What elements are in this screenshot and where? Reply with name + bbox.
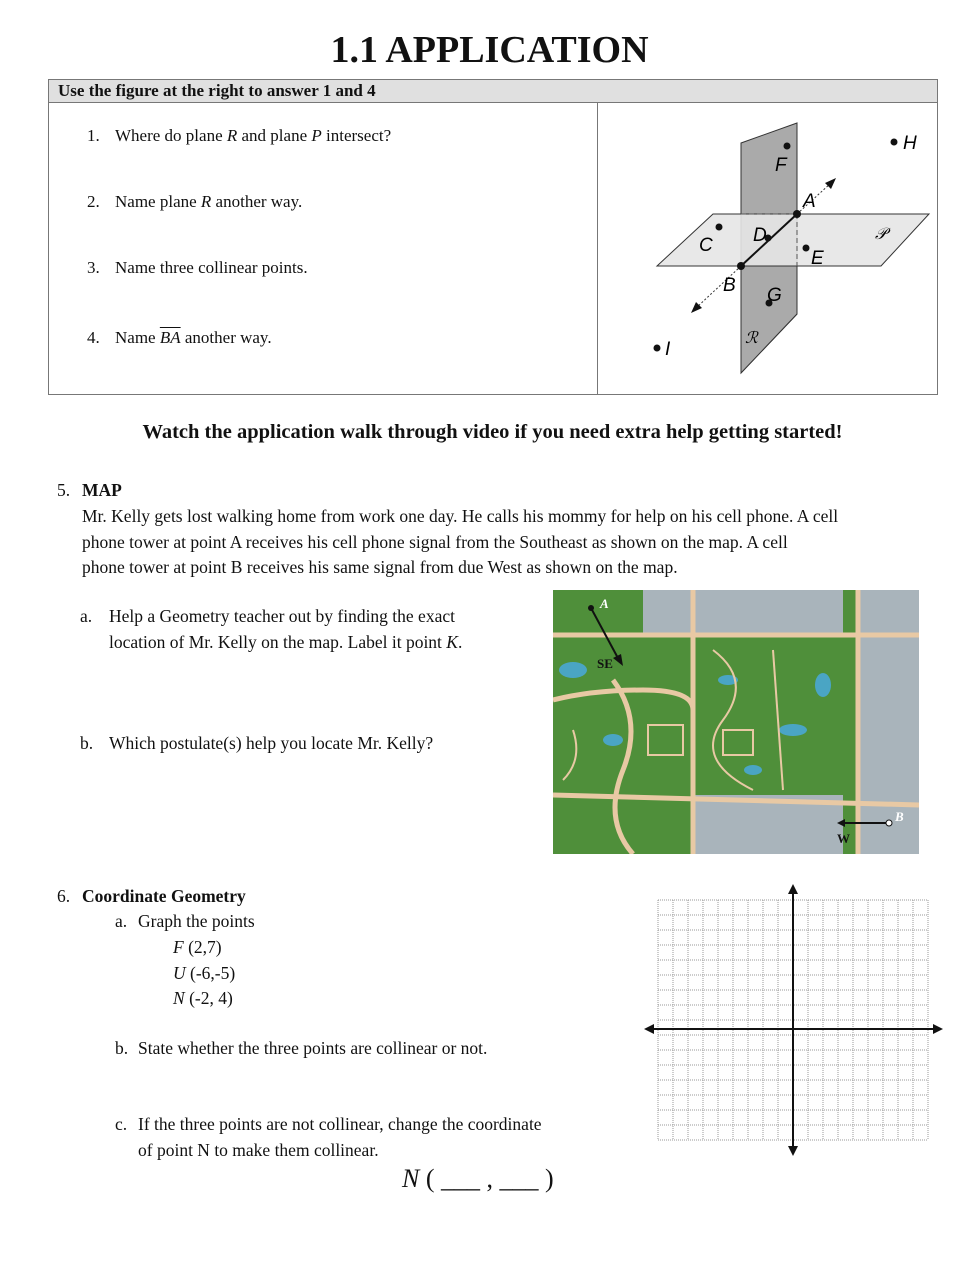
q6b: b. State whether the three points are collinear or not. xyxy=(115,1038,488,1058)
svg-text:SE: SE xyxy=(597,656,613,671)
svg-text:G: G xyxy=(767,285,782,306)
svg-text:W: W xyxy=(837,831,850,846)
axis-arrow-icon xyxy=(788,884,798,894)
q6-heading: 6. Coordinate Geometry xyxy=(57,886,246,906)
arrow-up-icon xyxy=(825,178,836,189)
plane-p xyxy=(657,214,929,266)
planes-figure xyxy=(641,111,931,391)
svg-text:D: D xyxy=(753,225,767,246)
column-divider xyxy=(597,103,598,394)
axis-arrow-icon xyxy=(788,1146,798,1156)
q5b: b. Which postulate(s) help you locate Mr. Kelly? xyxy=(80,733,434,753)
ray-ba: $\overline{BA}$ xyxy=(159,328,181,347)
svg-text:ℛ: ℛ xyxy=(745,330,758,347)
q5a: a. Help a Geometry teacher out by finding the exact location of Mr. Kelly on the map. Label it point K. xyxy=(80,606,463,652)
question-2: 2. Name plane R another way. xyxy=(87,192,303,211)
arrow-down-icon xyxy=(691,302,702,313)
page-title: 1.1 APPLICATION xyxy=(330,29,649,71)
points-list xyxy=(173,935,235,1012)
axis-arrow-icon xyxy=(644,1024,654,1034)
q6c: c. If the three points are not collinear, change the coordinate of point N to make them collinear. xyxy=(115,1114,542,1160)
svg-text:𝒫: 𝒫 xyxy=(875,226,887,243)
city-map xyxy=(553,590,919,854)
svg-text:A: A xyxy=(803,191,816,212)
svg-text:B: B xyxy=(723,275,736,296)
table-header: Use the figure at the right to answer 1 and 4 xyxy=(49,80,937,103)
svg-text:I: I xyxy=(665,339,671,360)
q5-body: Mr. Kelly gets lost walking home from work one day. He calls his mommy for help on his cell phone. A cell phone tower at point A receives his cell phone signal from the Southeast as shown on the map. A cell phone tower at point B receives his same signal from due West as shown on the map. xyxy=(82,506,839,577)
coordinate-grid[interactable] xyxy=(640,880,950,1160)
svg-text:B: B xyxy=(895,809,904,824)
q6a: a. Graph the points xyxy=(115,911,255,931)
video-note: Watch the application walk through video if you need extra help getting started! xyxy=(142,421,843,443)
figure-question-table xyxy=(48,79,938,395)
question-1: 1. Where do plane R and plane P intersect? xyxy=(87,126,392,145)
q5-heading: 5. MAP xyxy=(57,480,122,500)
point-n: N (-2, 4) xyxy=(173,988,233,1008)
question-4: 4. Name $\overline{BA}$ another way. xyxy=(87,328,272,347)
point-f: F (2,7) xyxy=(173,937,222,957)
question-3: 3. Name three collinear points. xyxy=(87,258,308,277)
answer-blank[interactable]: N ( ___ , ___ ) xyxy=(402,1164,554,1193)
svg-text:C: C xyxy=(699,235,713,256)
svg-text:A: A xyxy=(600,596,609,611)
svg-text:H: H xyxy=(903,133,917,154)
svg-text:E: E xyxy=(811,248,824,269)
point-u: U (-6,-5) xyxy=(173,962,236,983)
svg-text:F: F xyxy=(775,155,787,176)
axis-arrow-icon xyxy=(933,1024,943,1034)
